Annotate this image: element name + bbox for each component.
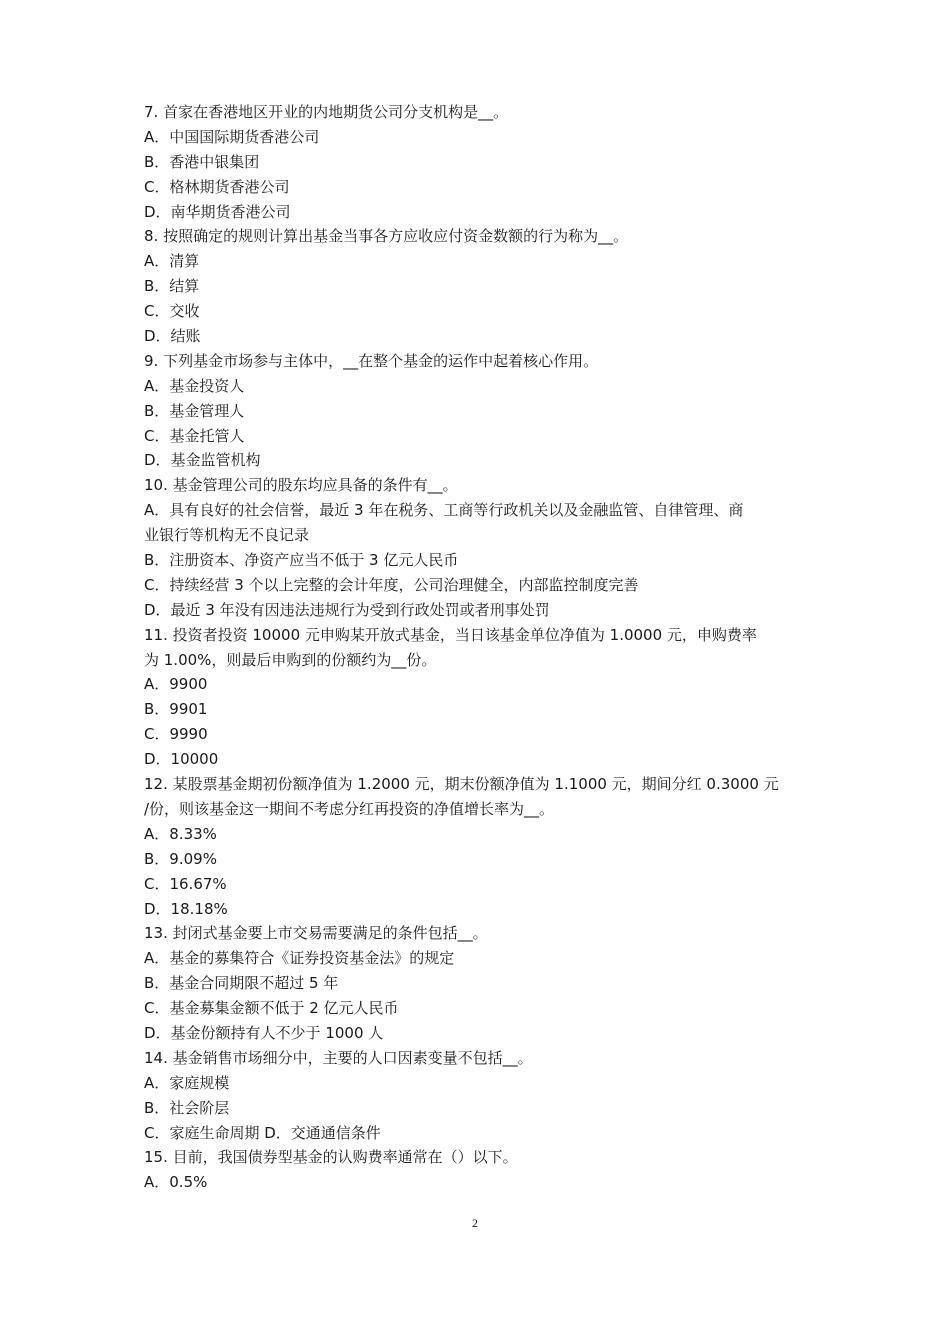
question-line: 15. 目前，我国债券型基金的认购费率通常在（）以下。 [144,1148,518,1167]
option-line: B．注册资本、净资产应当不低于 3 亿元人民币 [144,551,459,570]
option-line: A．基金的募集符合《证券投资基金法》的规定 [144,949,455,968]
option-line: A．基金投资人 [144,376,245,395]
option-line: B．9901 [144,700,208,719]
option-line: A．家庭规模 [144,1073,230,1092]
option-line: B．基金合同期限不超过 5 年 [144,974,339,993]
option-line: C．9990 [144,725,208,744]
option-line: D．10000 [144,750,219,769]
option-line: C．格林期货香港公司 [144,177,290,196]
question-line: 7. 首家在香港地区开业的内地期货公司分支机构是__。 [144,103,509,121]
option-line: D．基金份额持有人不少于 1000 人 [144,1023,384,1042]
page-number: 2 [472,1216,478,1230]
option-line: A．0.5% [144,1173,208,1192]
option-line: D．最近 3 年没有因违法违规行为受到行政处罚或者刑事处罚 [144,600,550,619]
question-line: 10. 基金管理公司的股东均应具备的条件有__。 [144,476,458,495]
option-line: B．社会阶层 [144,1098,230,1117]
option-line: A．8.33% [144,824,217,843]
option-line: B．9.09% [144,849,217,868]
option-line: C．基金募集金额不低于 2 亿元人民币 [144,999,399,1018]
option-line: 业银行等机构无不良记录 [144,526,310,545]
option-line: B．结算 [144,277,200,296]
question-line: 9. 下列基金市场参与主体中，__在整个基金的运作中起着核心作用。 [144,351,599,370]
question-list [144,100,814,1195]
question-line: 12. 某股票基金期初份额净值为 1.2000 元，期末份额净值为 1.1000 元，期间分红 0.3000 元 [144,775,779,794]
option-line: D．18.18% [144,899,228,918]
question-line: 8. 按照确定的规则计算出基金当事各方应收应付资金数额的行为称为__。 [144,227,629,246]
option-line: D．基金监管机构 [144,451,261,470]
option-line: B．基金管理人 [144,401,245,420]
option-line: D．结账 [144,327,201,346]
option-line: C．交收 [144,302,200,321]
option-line: C．16.67% [144,874,227,893]
option-line: A．清算 [144,252,200,271]
question-line: 为 1.00%，则最后申购到的份额约为__份。 [144,650,437,669]
question-line: 13. 封闭式基金要上市交易需要满足的条件包括__。 [144,924,488,943]
option-line: A．具有良好的社会信誉，最近 3 年在税务、工商等行政机关以及金融监管、自律管理、商 [144,501,744,520]
option-line: C．持续经营 3 个以上完整的会计年度，公司治理健全，内部监控制度完善 [144,575,639,594]
question-line: /份，则该基金这一期间不考虑分红再投资的净值增长率为__。 [144,799,555,818]
option-line: D．南华期货香港公司 [144,202,291,221]
option-line: C．基金托管人 [144,426,245,445]
option-line: A．9900 [144,675,208,694]
option-line: A．中国国际期货香港公司 [144,127,320,146]
question-line: 14. 基金销售市场细分中，主要的人口因素变量不包括__。 [144,1048,533,1067]
option-line: C．家庭生命周期 D．交通通信条件 [144,1123,381,1142]
question-line: 11. 投资者投资 10000 元申购某开放式基金，当日该基金单位净值为 1.0000 元，申购费率 [144,625,757,644]
option-line: B．香港中银集团 [144,152,260,171]
